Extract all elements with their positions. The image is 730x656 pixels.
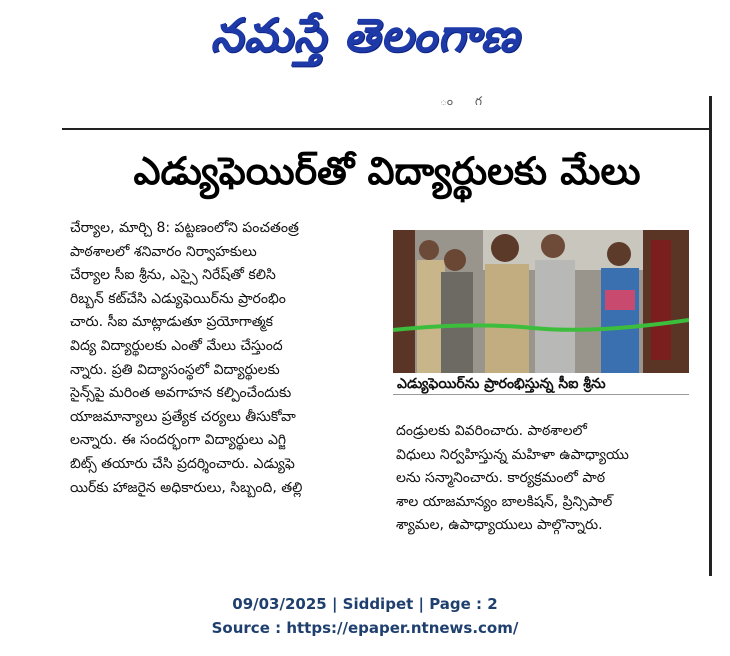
article-headline: ఎడ్యుఫెయిర్‌తో విద్యార్థులకు మేలు [133,149,641,193]
body-line: చేర్యాల, మార్చి 8: పట్టణంలోని పంచతంత్ర [70,220,299,236]
body-line: లన్నారు. ఈ సందర్భంగా విద్యార్థులు ఎగ్జి [70,432,287,449]
photo-caption: ఎడ్యుఫెయిర్‌ను ప్రారంభిస్తున్న సీఐ శ్రీను [393,373,689,395]
footer-source-link[interactable]: Source : https://epaper.ntnews.com/ [211,619,519,637]
footer-date-edition: 09/03/2025 | Siddipet | Page : 2 [232,595,498,613]
article-photo [393,230,689,373]
body-line: యాజమాన్యాలు ప్రత్యేక చర్యలు తీసుకోవా [70,408,296,425]
body-line: న్నారు. ప్రతి విద్యాసంస్థలో విద్యార్థులకు [70,361,280,378]
masthead [150,4,580,78]
divider-top [62,128,712,130]
body-line: విద్య విద్యార్థులకు ఎంతో మేలు చేస్తుంద [70,337,283,354]
cropped-text-fragment: ంగ [440,94,505,108]
body-line: సైన్స్‌పై మరింత అవగాహన కల్పించేందుకు [70,385,292,402]
article-body-left [70,217,370,500]
body-line: శాల యాజమాన్యం బాలకిషన్, ప్రిన్సిపాల్ [396,493,613,510]
photo-illustration [393,230,689,373]
newspaper-title: నమస్తే తెలంగాణ [210,8,520,62]
body-line: పాఠశాలలో శనివారం నిర్వాహకులు [70,243,257,260]
body-line: విధులు నిర్వహిస్తున్న మహిళా ఉపాధ్యాయు [396,446,629,463]
body-line: చారు. సీఐ మాట్లాడుతూ ప్రయోగాత్మక [70,314,273,331]
footer [0,592,730,640]
body-line: యిర్‌కు హాజరైన అధికారులు, సిబ్బంది, తల్లి [70,479,303,496]
body-line: శ్యామల, ఉపాధ్యాయులు పాల్గొన్నారు. [396,517,603,534]
body-line: చేర్యాల సీఐ శ్రీను, ఎస్సై నిరేష్‌తో కలిసి [70,267,276,284]
body-line: లను సన్మానించారు. కార్యక్రమంలో పాఠ [396,470,606,487]
article-body-right [396,420,688,538]
body-line: రిబ్బన్ కట్‌చేసి ఎడ్యుఫెయిర్‌ను ప్రారంభిం [70,290,286,307]
body-line: దండ్రులకు వివరించారు. పాఠశాలలో [396,423,587,439]
body-line: బిట్స్ తయారు చేసి ప్రదర్శించారు. ఎడ్యుఫె [70,455,295,472]
